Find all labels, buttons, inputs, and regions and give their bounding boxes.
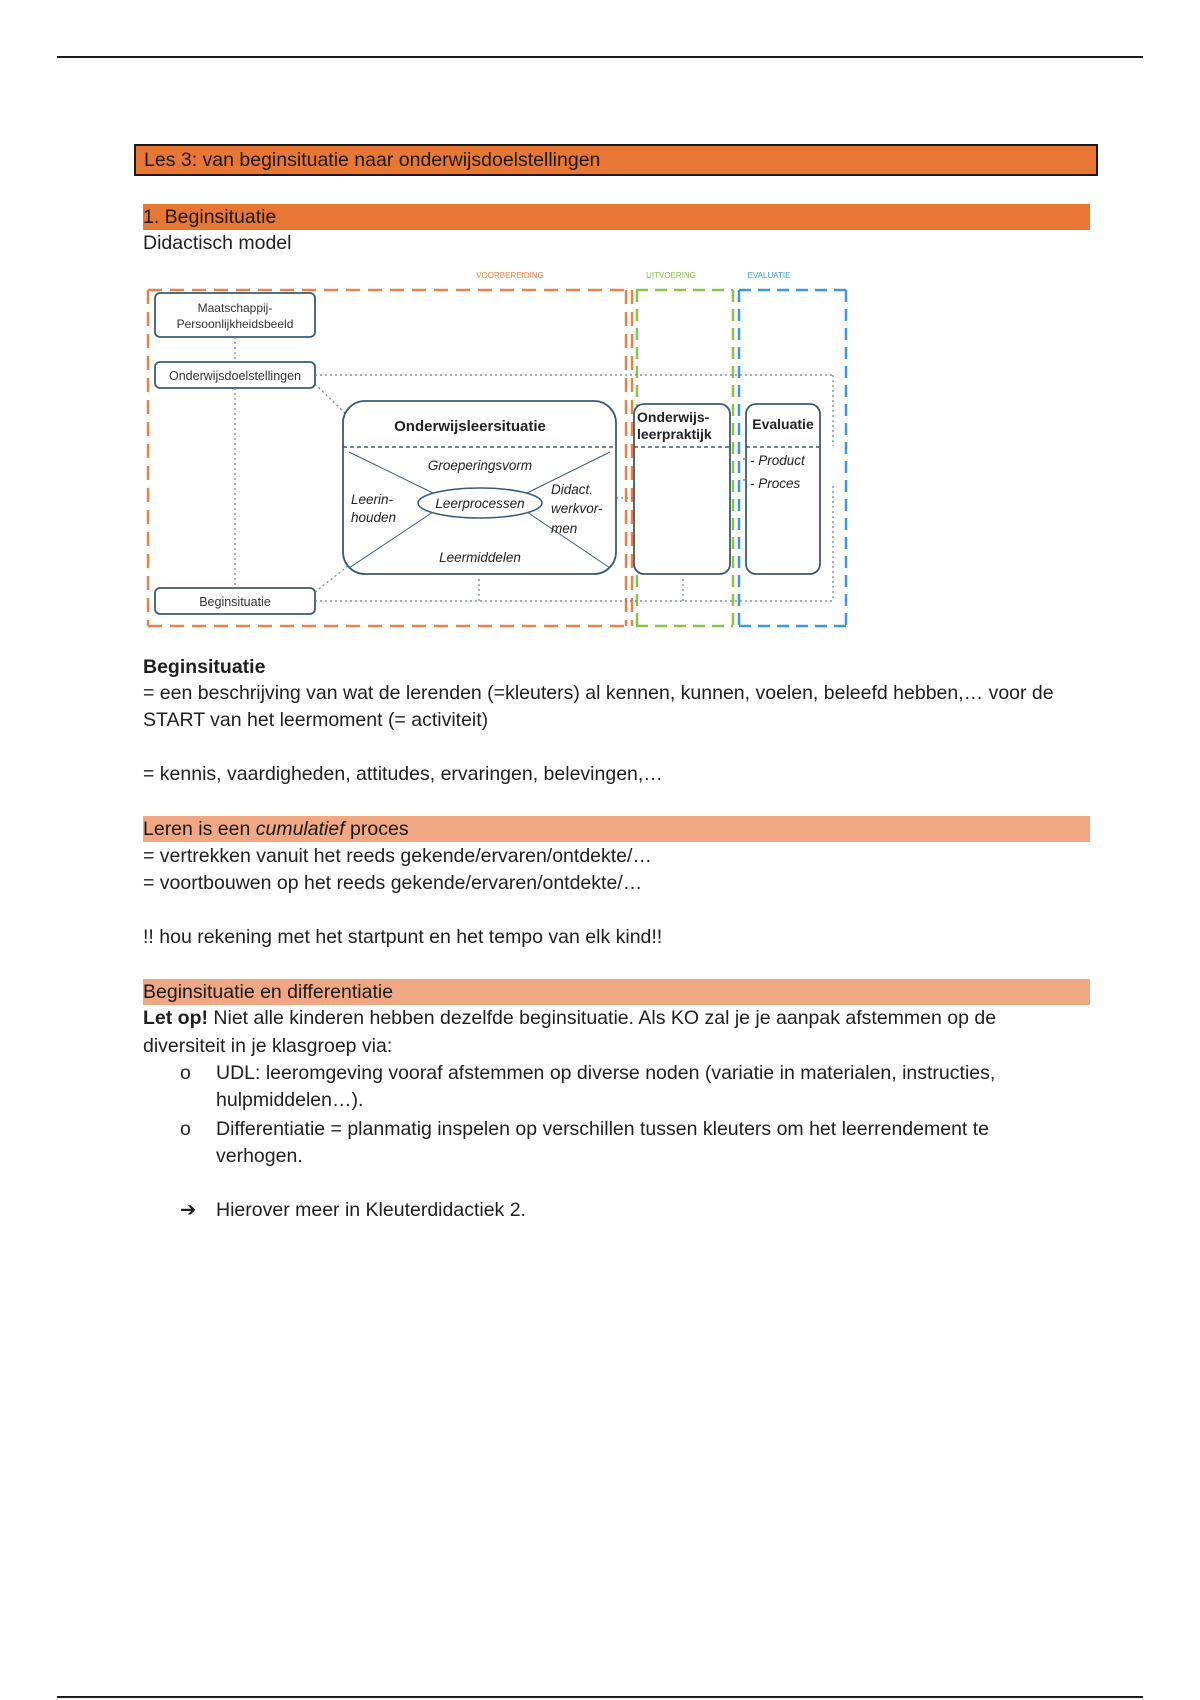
didactic-model-diagram bbox=[143, 266, 853, 642]
practice-line2: leerpraktijk bbox=[637, 426, 712, 442]
reference-line: Hierover meer in Kleuterdidactiek 2. bbox=[216, 1199, 526, 1221]
lesson-title: Les 3: van beginsituatie naar onderwijsdoelstellingen bbox=[134, 144, 1098, 176]
didact-line3: men bbox=[551, 521, 578, 536]
term-beginsituatie: Beginsituatie bbox=[143, 656, 266, 678]
definition-line2: START van het leermoment (= activiteit) bbox=[143, 709, 489, 731]
bullet2-line2: verhogen. bbox=[216, 1145, 303, 1167]
processes-label: Leerprocessen bbox=[435, 496, 525, 511]
section-heading-beginsituatie: 1. Beginsituatie bbox=[143, 204, 1090, 230]
elements-line: = kennis, vaardigheden, attitudes, ervaringen, belevingen,… bbox=[143, 763, 663, 785]
box-society-line2: Persoonlijkheidsbeeld bbox=[176, 317, 294, 331]
arrow-icon: ➔ bbox=[180, 1199, 197, 1221]
bullet2-line1: Differentiatie = planmatig inspelen op verschillen tussen kleuters om het leerrendement te bbox=[216, 1118, 990, 1140]
phase-label-eval: EVALUATIE bbox=[747, 271, 791, 280]
materials-label: Leermiddelen bbox=[439, 550, 521, 565]
phase-label-exec: UITVOERING bbox=[646, 271, 696, 280]
eval-process: - Proces bbox=[750, 476, 801, 491]
situation-title: Onderwijsleersituatie bbox=[394, 418, 546, 435]
lead-line1: Let op! Niet alle kinderen hebben dezelfde beginsituatie. Als KO zal je je aanpak afstemmen op de bbox=[143, 1007, 997, 1029]
evaluation-title: Evaluatie bbox=[752, 416, 814, 432]
cumulatief-emphasis: cumulatief bbox=[255, 818, 345, 840]
bullet-marker-1: o bbox=[180, 1062, 191, 1084]
content-line1: Leerin- bbox=[351, 492, 394, 507]
phase-label-prep: VOORBEREIDING bbox=[476, 271, 544, 280]
section-heading-cumulatief: Leren is een cumulatief proces bbox=[143, 816, 1090, 842]
definition-line1: = een beschrijving van wat de lerenden (=kleuters) al kennen, kunnen, voelen, beleefd hebben,… voor de bbox=[143, 682, 1054, 704]
box-goals-label: Onderwijsdoelstellingen bbox=[168, 369, 302, 383]
box-society-line1: Maatschappij- bbox=[197, 301, 273, 315]
subheading-didactisch-model: Didactisch model bbox=[143, 232, 292, 254]
eval-product: - Product bbox=[750, 453, 805, 468]
bullet-marker-2: o bbox=[180, 1118, 191, 1140]
grouping-label: Groeperingsvorm bbox=[427, 458, 533, 473]
section-heading-differentiatie: Beginsituatie en differentiatie bbox=[143, 979, 1090, 1005]
lead-line2: diversiteit in je klasgroep via: bbox=[143, 1035, 393, 1057]
didact-line1: Didact. bbox=[551, 482, 594, 497]
practice-line1: Onderwijs- bbox=[637, 409, 710, 425]
bullet1-line1: UDL: leeromgeving vooraf afstemmen op diverse noden (variatie in materialen, instructies, bbox=[216, 1062, 996, 1084]
bullet1-line2: hulpmiddelen…). bbox=[216, 1089, 364, 1111]
content-line2: houden bbox=[351, 510, 397, 525]
cumulative-note: !! hou rekening met het startpunt en het tempo van elk kind!! bbox=[143, 926, 663, 948]
cumulative-line2: = voortbouwen op het reeds gekende/ervaren/ontdekte/… bbox=[143, 872, 643, 894]
top-rule bbox=[57, 56, 1143, 58]
let-op-label: Let op! bbox=[143, 1007, 208, 1029]
box-start-label: Beginsituatie bbox=[199, 595, 271, 609]
bottom-rule bbox=[57, 1696, 1143, 1698]
cumulative-line1: = vertrekken vanuit het reeds gekende/ervaren/ontdekte/… bbox=[143, 845, 652, 867]
didact-line2: werkvor- bbox=[551, 501, 603, 516]
